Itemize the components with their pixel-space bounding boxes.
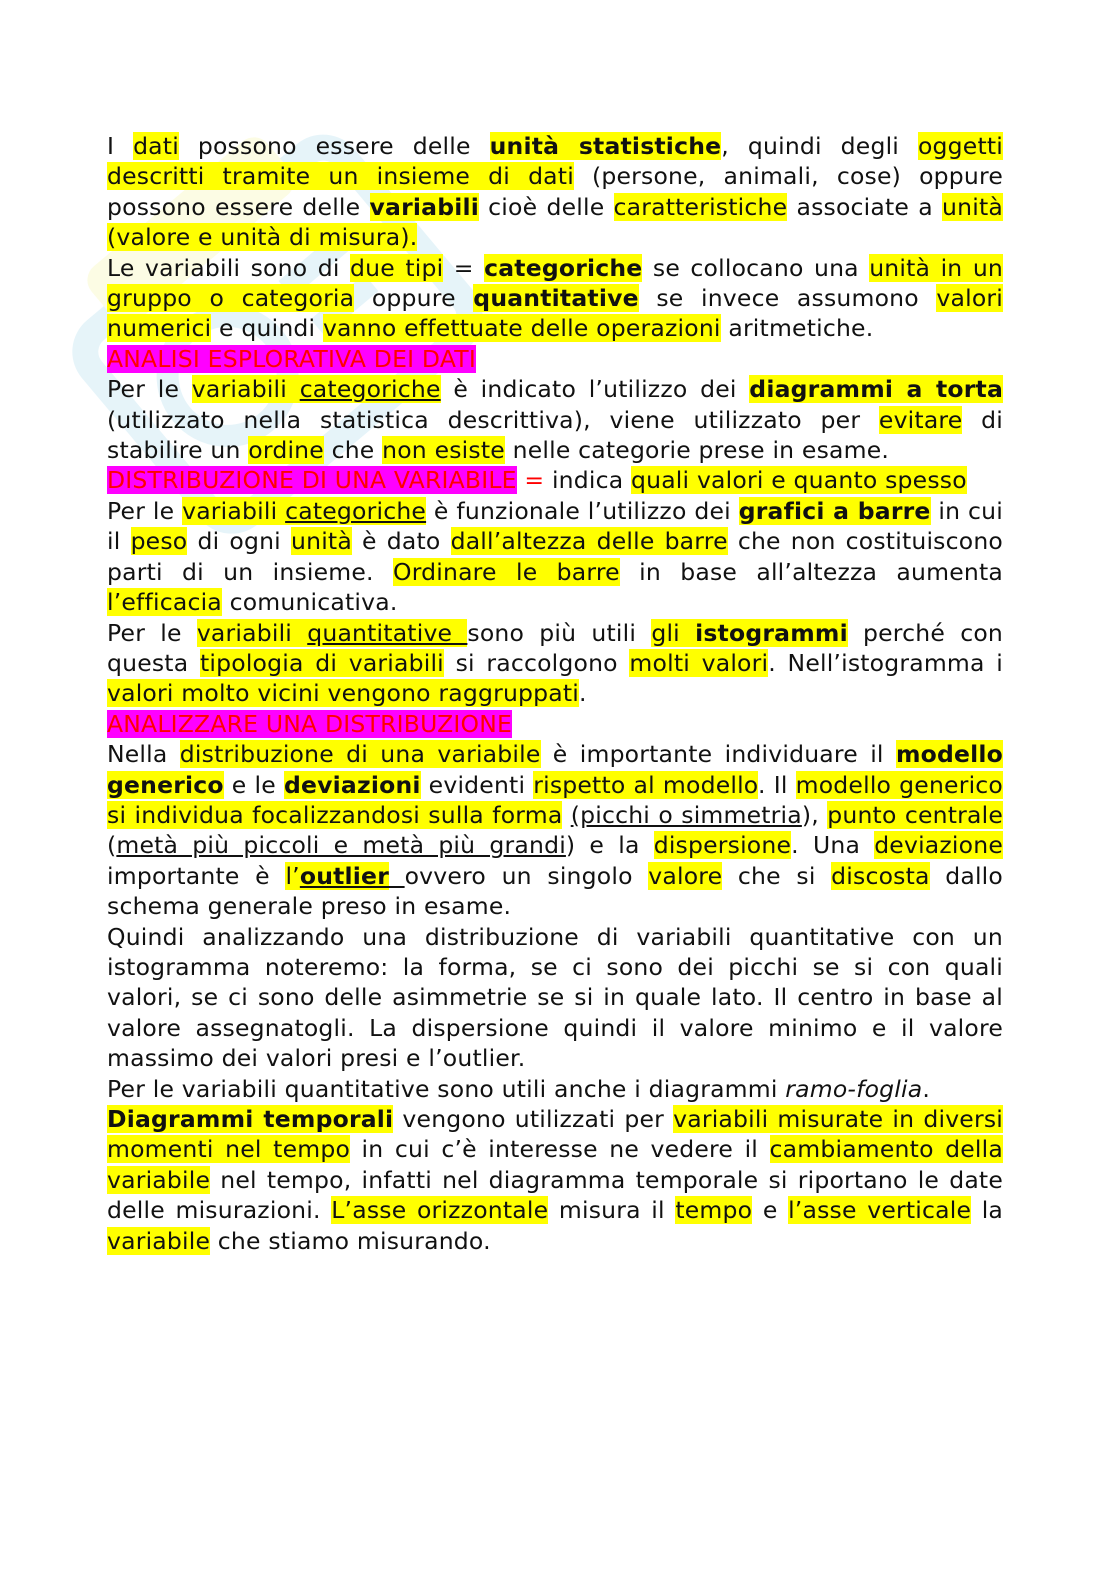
highlight: caratteristiche xyxy=(613,192,788,221)
text: di ogni xyxy=(187,527,291,556)
text: si raccolgono xyxy=(443,648,630,677)
highlight: quali valori e quanto spesso xyxy=(631,466,967,495)
text: ) e la xyxy=(565,831,654,860)
text: che si xyxy=(722,861,832,890)
text: , quindi degli xyxy=(721,132,918,160)
underlined-term: metà più piccoli e metà più grandi xyxy=(116,831,566,860)
highlight: unità xyxy=(291,527,352,556)
text: Per le xyxy=(107,375,192,404)
highlight: non esiste xyxy=(382,436,505,465)
text: in base all’altezza aumenta xyxy=(619,557,1003,586)
bold-term: modello generico xyxy=(107,740,1003,799)
highlight: dati xyxy=(133,132,179,160)
text: in cui c’è interesse ne vedere il xyxy=(350,1135,770,1164)
text: in cui il xyxy=(107,496,1003,556)
heading-analisi-esplorativa xyxy=(107,344,1003,374)
highlight: deviazione xyxy=(874,831,1003,860)
section-heading: ANALISI ESPLORATIVA DEI DATI xyxy=(107,344,476,373)
bold-term: unità statistiche xyxy=(489,132,722,160)
text: perché con questa xyxy=(107,618,1004,677)
text: Per le xyxy=(107,618,197,647)
highlight xyxy=(749,375,1003,403)
highlight: variabili misurate in diversi momenti nel tempo xyxy=(107,1105,1004,1164)
paragraph-diagrammi-temporali xyxy=(107,1104,1003,1256)
text: se invece assumono xyxy=(638,284,937,313)
section-heading: ANALIZZARE UNA DISTRIBUZIONE xyxy=(107,709,513,738)
text: variabili xyxy=(182,496,286,525)
highlight: tempo xyxy=(675,1196,753,1225)
text: è dato xyxy=(351,527,451,556)
highlight xyxy=(284,771,421,799)
bold-term: grafici a barre xyxy=(738,496,931,525)
bold-term: istogrammi xyxy=(695,618,848,647)
highlight: cambiamento della variabile xyxy=(107,1135,1003,1194)
text: e le xyxy=(223,770,284,799)
text: . xyxy=(922,1074,930,1103)
bold-term: quantitative xyxy=(473,284,639,313)
highlight: valori numerici xyxy=(107,284,1004,343)
highlight: ordine xyxy=(248,436,324,465)
underlined-term: categoriche xyxy=(285,496,427,525)
text: Per le xyxy=(107,496,183,525)
highlight xyxy=(285,862,389,890)
highlight: discosta xyxy=(831,861,930,890)
highlight xyxy=(473,284,638,312)
highlight: punto centrale xyxy=(827,800,1003,829)
highlight: unità (valore e unità di misura). xyxy=(107,192,1003,252)
highlight: rispetto al modello xyxy=(533,770,758,799)
underlined-term: (picchi o simmetria xyxy=(570,800,802,829)
text: è indicato l’utilizzo dei xyxy=(440,375,750,404)
text: che stiamo misurando. xyxy=(210,1226,491,1255)
paragraph-modello-generico xyxy=(107,739,1003,921)
text: . xyxy=(579,679,587,708)
highlight xyxy=(739,497,931,525)
text xyxy=(562,801,570,829)
highlight: unità in un gruppo o categoria xyxy=(107,253,1004,313)
document-body xyxy=(107,131,1003,1256)
text: = xyxy=(516,466,552,495)
paragraph-diagrammi-torta xyxy=(107,374,1003,465)
italic-term: ramo-foglia xyxy=(785,1074,923,1103)
highlight: oggetti descritti tramite un insieme di dati xyxy=(107,132,1003,191)
text: . Nell’istogramma i xyxy=(768,648,1004,677)
text: vengono utilizzati per xyxy=(393,1105,674,1133)
paragraph-istogrammi xyxy=(107,618,1003,709)
highlight: L’asse orizzontale xyxy=(331,1196,549,1225)
text: misura il xyxy=(548,1196,676,1225)
text: . Una xyxy=(791,831,875,860)
text: importante è xyxy=(107,861,286,890)
text: dallo schema generale preso in esame. xyxy=(107,861,1003,921)
section-heading: DISTRIBUZIONE DI UNA VARIABILE xyxy=(107,466,517,495)
highlight xyxy=(192,375,441,403)
text: variabili xyxy=(196,618,308,647)
bold-term: diagrammi a torta xyxy=(749,375,1004,404)
text: l’ xyxy=(285,861,300,890)
highlight: evitare xyxy=(878,405,963,434)
text: se collocano una xyxy=(642,253,870,282)
highlight: l’efficacia xyxy=(107,588,222,617)
highlight: Ordinare le barre xyxy=(393,557,620,586)
underlined-term: quantitative xyxy=(307,618,468,647)
paragraph-distribuzione xyxy=(107,465,1003,495)
text: la xyxy=(971,1196,1004,1225)
highlight: valori molto vicini vengono raggruppati xyxy=(107,679,580,708)
bold-term: Diagrammi temporali xyxy=(107,1105,394,1133)
text: Per le variabili quantitative sono utili anche i diagrammi xyxy=(107,1074,786,1103)
underlined-term: categoriche xyxy=(299,375,441,404)
text: e quindi xyxy=(211,314,323,343)
highlight: l’asse verticale xyxy=(788,1196,972,1225)
text: oppure xyxy=(354,284,474,313)
text: di stabilire un xyxy=(107,405,1003,465)
highlight: due tipi xyxy=(350,253,444,282)
text: Le variabili sono di xyxy=(107,253,351,282)
text: Nella xyxy=(107,740,180,769)
text: evidenti xyxy=(420,770,534,799)
highlight: dispersione xyxy=(653,831,792,860)
text: nel tempo, infatti nel diagramma temporale si riportano le date delle misurazioni. xyxy=(107,1165,1003,1225)
text: possono essere delle xyxy=(178,132,490,160)
text: aritmetiche. xyxy=(720,314,874,343)
highlight xyxy=(197,619,468,647)
text: comunicativa. xyxy=(221,588,398,617)
highlight: peso xyxy=(130,527,188,556)
bold-term: deviazioni xyxy=(283,770,421,799)
text: è funzionale l’utilizzo dei xyxy=(426,496,739,525)
text: nelle categorie prese in esame. xyxy=(504,436,890,465)
text: (utilizzato nella statistica descrittiva), viene utilizzato per xyxy=(107,405,879,434)
highlight xyxy=(490,132,722,160)
text: I xyxy=(107,132,134,160)
highlight: modello generico si individua focalizzandosi sulla forma xyxy=(107,770,1003,829)
text: sono più utili xyxy=(467,618,652,647)
highlight: tipologia di variabili xyxy=(199,648,444,677)
highlight: valore xyxy=(648,861,723,890)
paragraph-unita-statistiche xyxy=(107,131,1003,253)
text: che non costituiscono parti di un insieme. xyxy=(107,527,1003,586)
paragraph-analisi-istogramma: Quindi analizzando una distribuzione di variabili quantitative con un istogramma noteremo: la forma, se ci sono dei picchi se si con quali valori, se ci sono delle asimmetrie se si in quale lato. Il centro in base al valore assegnatogli. La dispersione quindi il valore minimo e il valore massimo dei valori presi e l’outlier. xyxy=(107,922,1003,1073)
bold-term: variabili xyxy=(369,192,479,221)
highlight: variabile xyxy=(107,1226,211,1255)
text: che xyxy=(323,436,383,465)
highlight xyxy=(107,1105,393,1133)
underlined-term xyxy=(300,862,389,890)
text: associate a xyxy=(787,192,943,221)
highlight: molti valori xyxy=(629,648,769,677)
highlight: dall’altezza delle barre xyxy=(450,527,728,556)
paragraph-grafici-barre xyxy=(107,496,1003,618)
text: variabili xyxy=(191,375,300,404)
highlight xyxy=(651,619,848,647)
highlight xyxy=(182,497,426,525)
paragraph-ramo-foglia xyxy=(107,1074,1003,1104)
text: gli xyxy=(651,618,696,647)
highlight: vanno effettuate delle operazioni xyxy=(322,314,721,343)
bold-term: outlier xyxy=(299,861,389,890)
underlined-space xyxy=(389,862,405,890)
text: . Il xyxy=(757,770,796,799)
text: è importante individuare il xyxy=(540,740,896,769)
highlight xyxy=(484,254,642,282)
text: indica xyxy=(551,466,631,495)
text: ovvero un singolo xyxy=(404,861,649,890)
text: cioè delle xyxy=(478,192,614,221)
heading-analizzare-distribuzione xyxy=(107,709,1003,739)
text: (persone, animali, cose) oppure possono essere delle xyxy=(107,162,1004,221)
text: ), xyxy=(801,800,828,829)
paragraph-tipi-variabili xyxy=(107,253,1003,344)
text: = xyxy=(443,253,485,282)
highlight xyxy=(370,193,479,221)
text: e xyxy=(752,1196,789,1225)
highlight: distribuzione di una variabile xyxy=(179,740,541,769)
bold-term: categoriche xyxy=(484,253,643,282)
text: ( xyxy=(107,831,117,860)
